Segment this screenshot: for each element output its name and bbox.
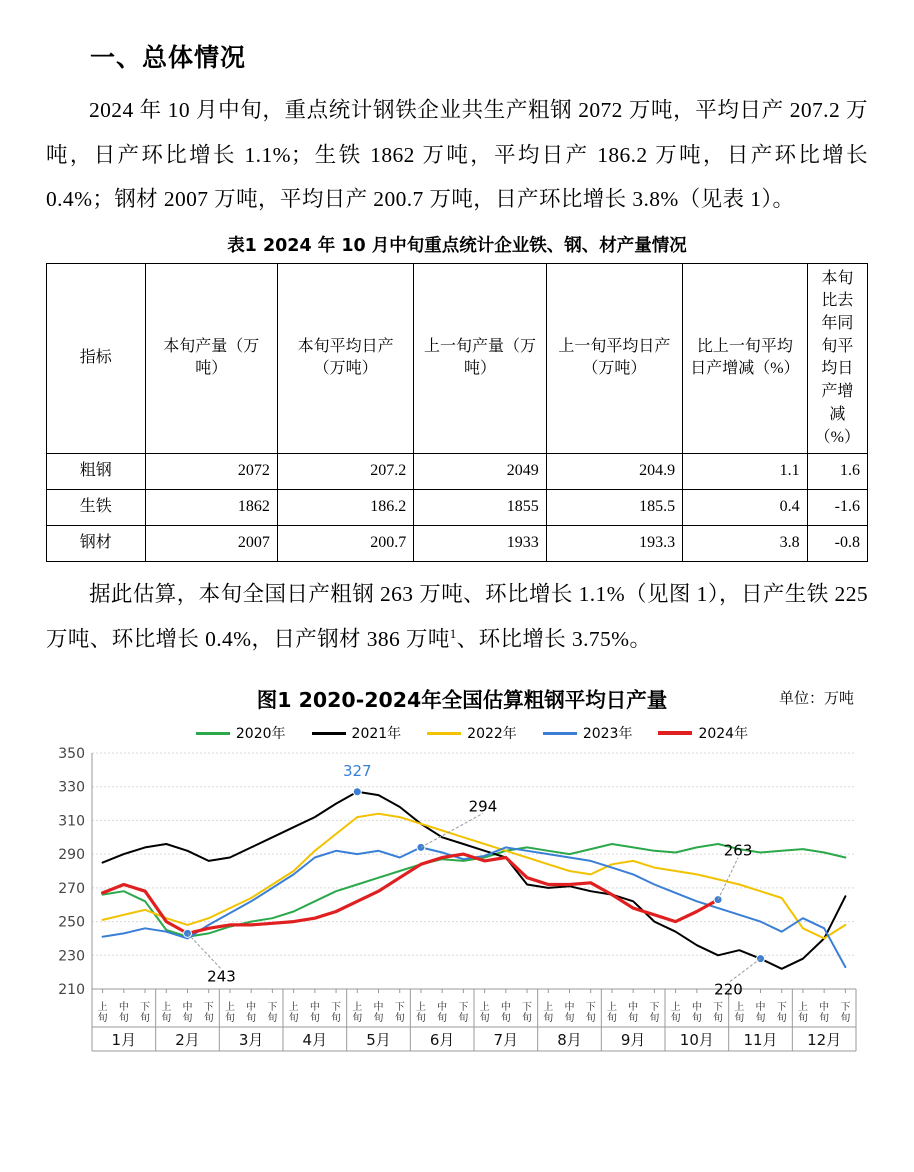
legend-swatch bbox=[427, 732, 461, 735]
table-row bbox=[47, 526, 868, 562]
paragraph-estimate bbox=[46, 572, 868, 661]
svg-text:下旬: 下旬 bbox=[713, 1002, 724, 1025]
svg-text:4月: 4月 bbox=[302, 1031, 328, 1050]
svg-text:中旬: 中旬 bbox=[118, 1002, 129, 1025]
svg-text:310: 310 bbox=[58, 813, 85, 830]
table-header-row bbox=[47, 263, 868, 454]
legend-item-2023 bbox=[543, 723, 633, 743]
svg-text:3月: 3月 bbox=[238, 1031, 264, 1050]
paragraph-overview: 2024 年 10 月中旬，重点统计钢铁企业共生产粗钢 2072 万吨，平均日产 207.2 万吨，日产环比增长 1.1%；生铁 1862 万吨，平均日产 186.2 万吨，日产环比增长 0.4%；钢材 2007 万吨，平均日产 200.7 万吨，日产环比增长 3.8%（见表 1）。 bbox=[46, 98, 868, 211]
section-title: 一、总体情况 bbox=[90, 43, 247, 72]
cell-value: 204.9 bbox=[546, 454, 682, 490]
svg-text:上旬: 上旬 bbox=[797, 1002, 808, 1025]
svg-text:中旬: 中旬 bbox=[182, 1002, 193, 1025]
svg-text:上旬: 上旬 bbox=[734, 1002, 745, 1025]
svg-text:243: 243 bbox=[207, 967, 236, 986]
svg-text:上旬: 上旬 bbox=[415, 1002, 426, 1025]
svg-text:上旬: 上旬 bbox=[224, 1002, 235, 1025]
svg-text:250: 250 bbox=[58, 914, 85, 931]
svg-text:下旬: 下旬 bbox=[267, 1002, 278, 1025]
svg-text:下旬: 下旬 bbox=[585, 1002, 596, 1025]
paragraph-estimate-part2: 、环比增长 3.75%。 bbox=[456, 626, 652, 651]
svg-text:中旬: 中旬 bbox=[309, 1002, 320, 1025]
th-current-avg-daily: 本旬平均日产（万吨） bbox=[277, 263, 413, 454]
svg-text:5月: 5月 bbox=[366, 1031, 391, 1050]
cell-value: 207.2 bbox=[277, 454, 413, 490]
chart-title-text: 图1 2020-2024年全国估算粗钢平均日产量 bbox=[256, 688, 668, 713]
svg-text:7月: 7月 bbox=[493, 1031, 519, 1050]
th-prev-output: 上一旬产量（万吨） bbox=[414, 263, 546, 454]
svg-text:中旬: 中旬 bbox=[819, 1002, 830, 1025]
row-label-steel-products: 钢材 bbox=[47, 526, 146, 562]
footnote-mark: 1 bbox=[449, 625, 457, 641]
cell-value: 0.4 bbox=[683, 490, 808, 526]
row-label-pig-iron: 生铁 bbox=[47, 490, 146, 526]
svg-text:270: 270 bbox=[58, 881, 85, 898]
svg-text:6月: 6月 bbox=[429, 1031, 455, 1050]
svg-text:上旬: 上旬 bbox=[543, 1002, 554, 1025]
cell-value: 1.1 bbox=[683, 454, 808, 490]
svg-text:中旬: 中旬 bbox=[246, 1002, 257, 1025]
legend-label: 2024年 bbox=[698, 726, 749, 743]
svg-text:290: 290 bbox=[58, 847, 85, 864]
th-change-vs-prev: 比上一旬平均日产增减（%） bbox=[683, 263, 808, 454]
svg-text:9月: 9月 bbox=[620, 1031, 646, 1050]
svg-text:下旬: 下旬 bbox=[458, 1002, 469, 1025]
svg-text:2月: 2月 bbox=[175, 1031, 200, 1050]
legend-swatch bbox=[312, 732, 346, 735]
svg-text:263: 263 bbox=[723, 841, 753, 860]
legend-swatch bbox=[543, 732, 577, 735]
legend-label: 2022年 bbox=[467, 726, 517, 743]
svg-text:350: 350 bbox=[58, 746, 85, 763]
svg-text:中旬: 中旬 bbox=[500, 1002, 511, 1025]
chart-legend bbox=[76, 723, 868, 743]
cell-value: 1.6 bbox=[807, 454, 867, 490]
line-chart-svg bbox=[46, 745, 868, 1075]
cell-value: 200.7 bbox=[277, 526, 413, 562]
cell-value: -1.6 bbox=[807, 490, 867, 526]
svg-text:210: 210 bbox=[58, 982, 85, 999]
svg-text:下旬: 下旬 bbox=[840, 1002, 851, 1025]
cell-value: 186.2 bbox=[277, 490, 413, 526]
svg-text:327: 327 bbox=[342, 762, 372, 781]
paragraph-estimate-part1: 据此估算，本旬全国日产粗钢 263 万吨、环比增长 1.1%（见图 1），日产生铁 225 万吨、环比增长 0.4%，日产钢材 386 万吨 bbox=[46, 582, 868, 651]
table-row bbox=[47, 490, 868, 526]
svg-text:上旬: 上旬 bbox=[288, 1002, 299, 1025]
svg-text:上旬: 上旬 bbox=[97, 1002, 108, 1025]
legend-item-2020 bbox=[196, 723, 286, 743]
cell-value: 2007 bbox=[145, 526, 277, 562]
svg-text:中旬: 中旬 bbox=[628, 1002, 639, 1025]
svg-text:11月: 11月 bbox=[743, 1031, 778, 1050]
cell-value: 1855 bbox=[414, 490, 546, 526]
table-caption: 表1 2024 年 10 月中旬重点统计企业铁、钢、材产量情况 bbox=[227, 235, 687, 256]
svg-text:上旬: 上旬 bbox=[670, 1002, 681, 1025]
svg-text:12月: 12月 bbox=[807, 1031, 842, 1050]
th-indicator: 指标 bbox=[47, 263, 146, 454]
legend-label: 2020年 bbox=[235, 726, 286, 743]
chart-title bbox=[46, 683, 868, 713]
legend-swatch bbox=[196, 732, 230, 735]
cell-value: 1933 bbox=[414, 526, 546, 562]
chart-plot-area bbox=[46, 745, 868, 1050]
production-table bbox=[46, 263, 868, 563]
svg-text:下旬: 下旬 bbox=[394, 1002, 405, 1025]
svg-text:10月: 10月 bbox=[679, 1031, 714, 1050]
svg-text:中旬: 中旬 bbox=[755, 1002, 766, 1025]
svg-text:8月: 8月 bbox=[557, 1031, 582, 1050]
cell-value: -0.8 bbox=[807, 526, 867, 562]
row-label-crude-steel: 粗钢 bbox=[47, 454, 146, 490]
svg-text:下旬: 下旬 bbox=[776, 1002, 787, 1025]
legend-item-2022 bbox=[427, 723, 517, 743]
svg-text:中旬: 中旬 bbox=[373, 1002, 384, 1025]
legend-swatch bbox=[658, 731, 692, 735]
svg-text:上旬: 上旬 bbox=[479, 1002, 490, 1025]
svg-text:上旬: 上旬 bbox=[352, 1002, 363, 1025]
legend-item-2021 bbox=[312, 723, 402, 743]
svg-text:中旬: 中旬 bbox=[437, 1002, 448, 1025]
table-row bbox=[47, 454, 868, 490]
svg-text:上旬: 上旬 bbox=[161, 1002, 172, 1025]
svg-text:下旬: 下旬 bbox=[522, 1002, 533, 1025]
svg-text:下旬: 下旬 bbox=[140, 1002, 151, 1025]
svg-text:1月: 1月 bbox=[111, 1031, 137, 1050]
svg-text:上旬: 上旬 bbox=[606, 1002, 617, 1025]
th-prev-avg-daily: 上一旬平均日产（万吨） bbox=[546, 263, 682, 454]
svg-text:220: 220 bbox=[714, 980, 743, 999]
legend-item-2024 bbox=[658, 723, 748, 743]
cell-value: 185.5 bbox=[546, 490, 682, 526]
th-change-vs-last-year: 本旬比去年同旬平均日产增减（%） bbox=[807, 263, 867, 454]
cell-value: 2049 bbox=[414, 454, 546, 490]
cell-value: 1862 bbox=[145, 490, 277, 526]
cell-value: 2072 bbox=[145, 454, 277, 490]
cell-value: 193.3 bbox=[546, 526, 682, 562]
svg-text:中旬: 中旬 bbox=[691, 1002, 702, 1025]
legend-label: 2023年 bbox=[582, 726, 633, 743]
cell-value: 3.8 bbox=[683, 526, 808, 562]
svg-text:下旬: 下旬 bbox=[331, 1002, 342, 1025]
svg-text:下旬: 下旬 bbox=[203, 1002, 214, 1025]
svg-text:294: 294 bbox=[468, 797, 498, 816]
chart-unit-label: 单位：万吨 bbox=[778, 689, 854, 708]
chart-figure bbox=[46, 683, 868, 1050]
svg-text:330: 330 bbox=[58, 779, 85, 796]
legend-label: 2021年 bbox=[351, 726, 402, 743]
svg-text:下旬: 下旬 bbox=[649, 1002, 660, 1025]
th-current-output: 本旬产量（万吨） bbox=[145, 263, 277, 454]
svg-text:中旬: 中旬 bbox=[564, 1002, 575, 1025]
svg-text:230: 230 bbox=[58, 948, 85, 965]
